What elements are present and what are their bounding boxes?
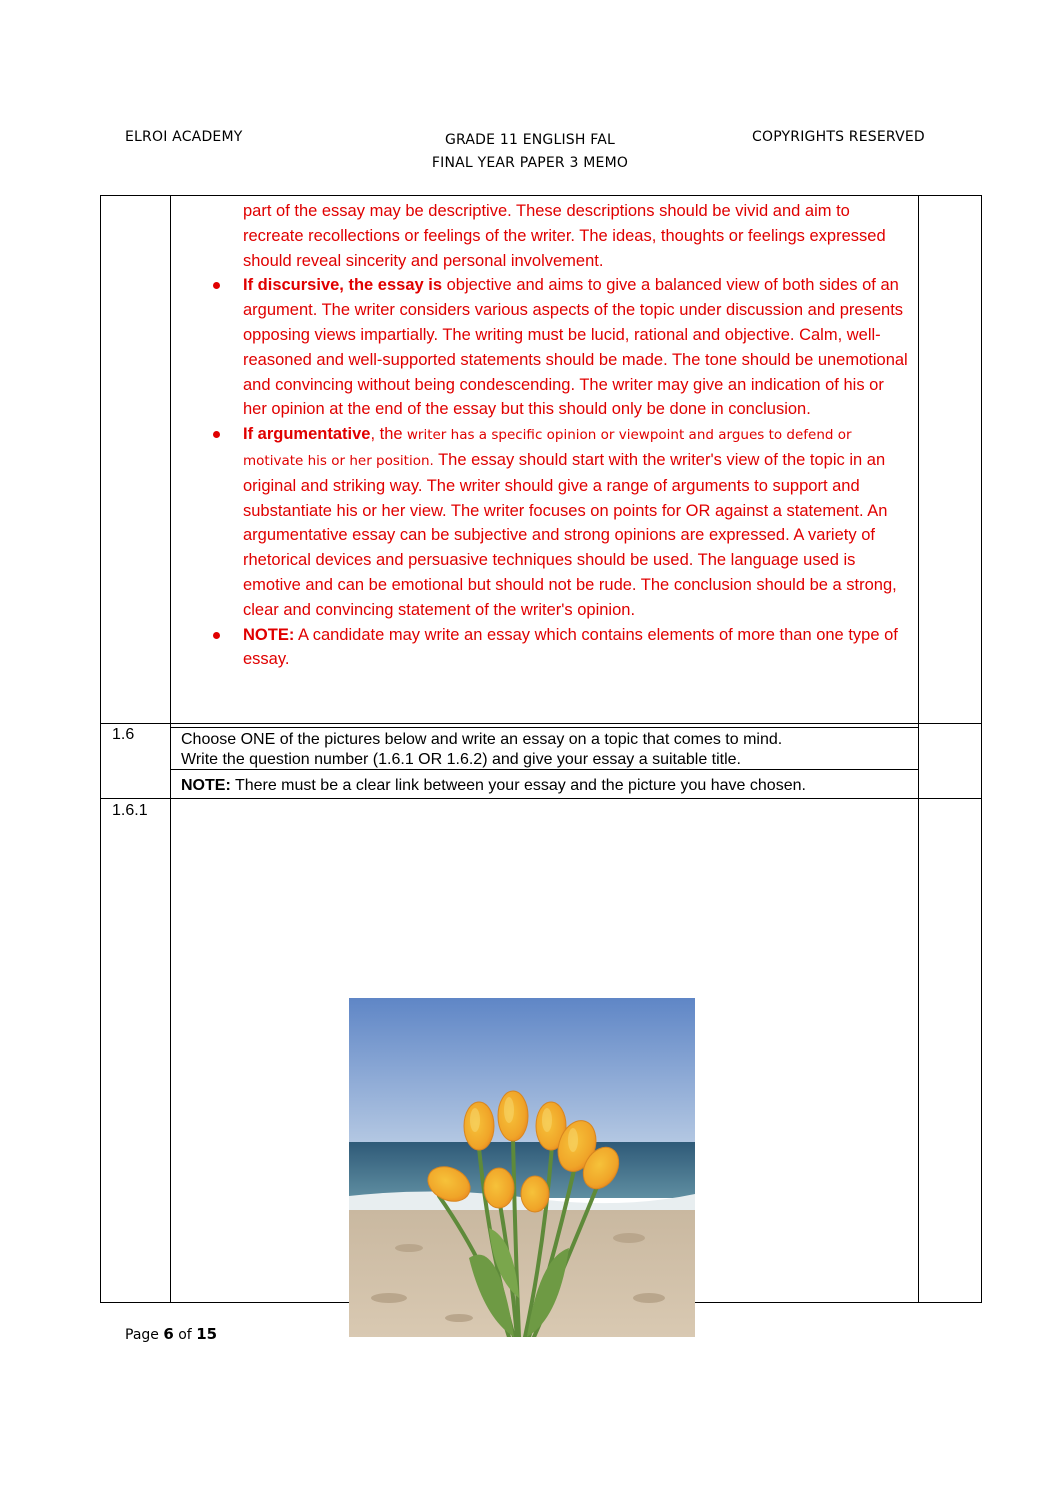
memo-note-text: A candidate may write an essay which contains elements of more than one type of essay.	[243, 625, 898, 669]
question-1-6-note	[181, 776, 917, 796]
school-name: ELROI ACADEMY	[125, 129, 243, 145]
page-word: Page	[125, 1327, 164, 1343]
discursive-lead: If discursive, the essay is	[243, 276, 443, 295]
instruction-line2: Write the question number (1.6.1 OR 1.6.2) and give your essay a suitable title.	[181, 751, 741, 768]
memo-guidelines	[243, 199, 911, 672]
memo-argumentative	[243, 422, 911, 622]
question-number-1-6-1: 1.6.1	[112, 802, 148, 819]
paper-title-line2: FINAL YEAR PAPER 3 MEMO	[431, 155, 629, 171]
table-border-right	[981, 195, 982, 1303]
argumentative-text: The essay should start with the writer's view of the topic in an original and striking way. The writer should give a range of arguments to support and substantiate his or her view. The writer focuses on points for OR against a statement. An argumentative essay can be subjective and strong opinions are expressed. A variety of rhetorical devices and persuasive techniques should be used. The language used is emotive and can be emotional but should not be rude. The conclusion should be a strong, clear and convincing statement of the writer's opinion.	[243, 450, 897, 619]
instruction-line1: Choose ONE of the pictures below and write an essay on a topic that comes to mind.	[181, 731, 783, 748]
argumentative-lead: If argumentative	[243, 425, 371, 444]
argumentative-comma: , the	[370, 425, 403, 444]
table-column-divider	[918, 195, 919, 1303]
discursive-text: objective and aims to give a balanced view of both sides of an argument. The writer considers various aspects of the topic under discussion and presents opposing views impartially. The writing must be lucid, rational and objective. Calm, well-reasoned and well-supported statements should be made. The tone should be unemotional and convincing without being condescending. The writer may give an indication of his or her opinion at the end of the essay but this should only be done in conclusion.	[243, 276, 908, 419]
table-border-left	[100, 195, 101, 1303]
question-number-1-6: 1.6	[112, 726, 135, 743]
argumentative-small: writer has a specific opinion or viewpoint and argues to defend or motivate his or her position.	[243, 427, 852, 469]
paper-title-line1: GRADE 11 ENGLISH FAL	[444, 132, 616, 148]
table-row-divider	[100, 798, 982, 799]
table-cell-divider	[170, 727, 918, 728]
memo-discursive	[243, 273, 911, 422]
tulips-beach-picture	[349, 998, 695, 1337]
page-of: of	[173, 1327, 197, 1343]
page-current: 6	[163, 1325, 174, 1343]
question-note-text: There must be a clear link between your essay and the picture you have chosen.	[230, 777, 806, 794]
question-note-lead: NOTE:	[181, 777, 231, 794]
question-1-6-instruction	[181, 730, 917, 770]
table-row-divider	[100, 723, 982, 724]
memo-note-lead: NOTE:	[243, 625, 295, 644]
page-total: 15	[196, 1325, 218, 1343]
page-number	[125, 1325, 217, 1343]
bullet-icon	[213, 632, 220, 639]
table-column-divider	[170, 195, 171, 1303]
copyright-notice: COPYRIGHTS RESERVED	[752, 129, 925, 145]
memo-note	[243, 623, 911, 673]
paper-title	[400, 129, 660, 175]
table-border-top	[100, 195, 982, 196]
memo-intro: part of the essay may be descriptive. These descriptions should be vivid and aim to recreate recollections or feelings of the writer. The ideas, thoughts or feelings expressed should reveal sincerity and personal involvement.	[243, 202, 886, 270]
